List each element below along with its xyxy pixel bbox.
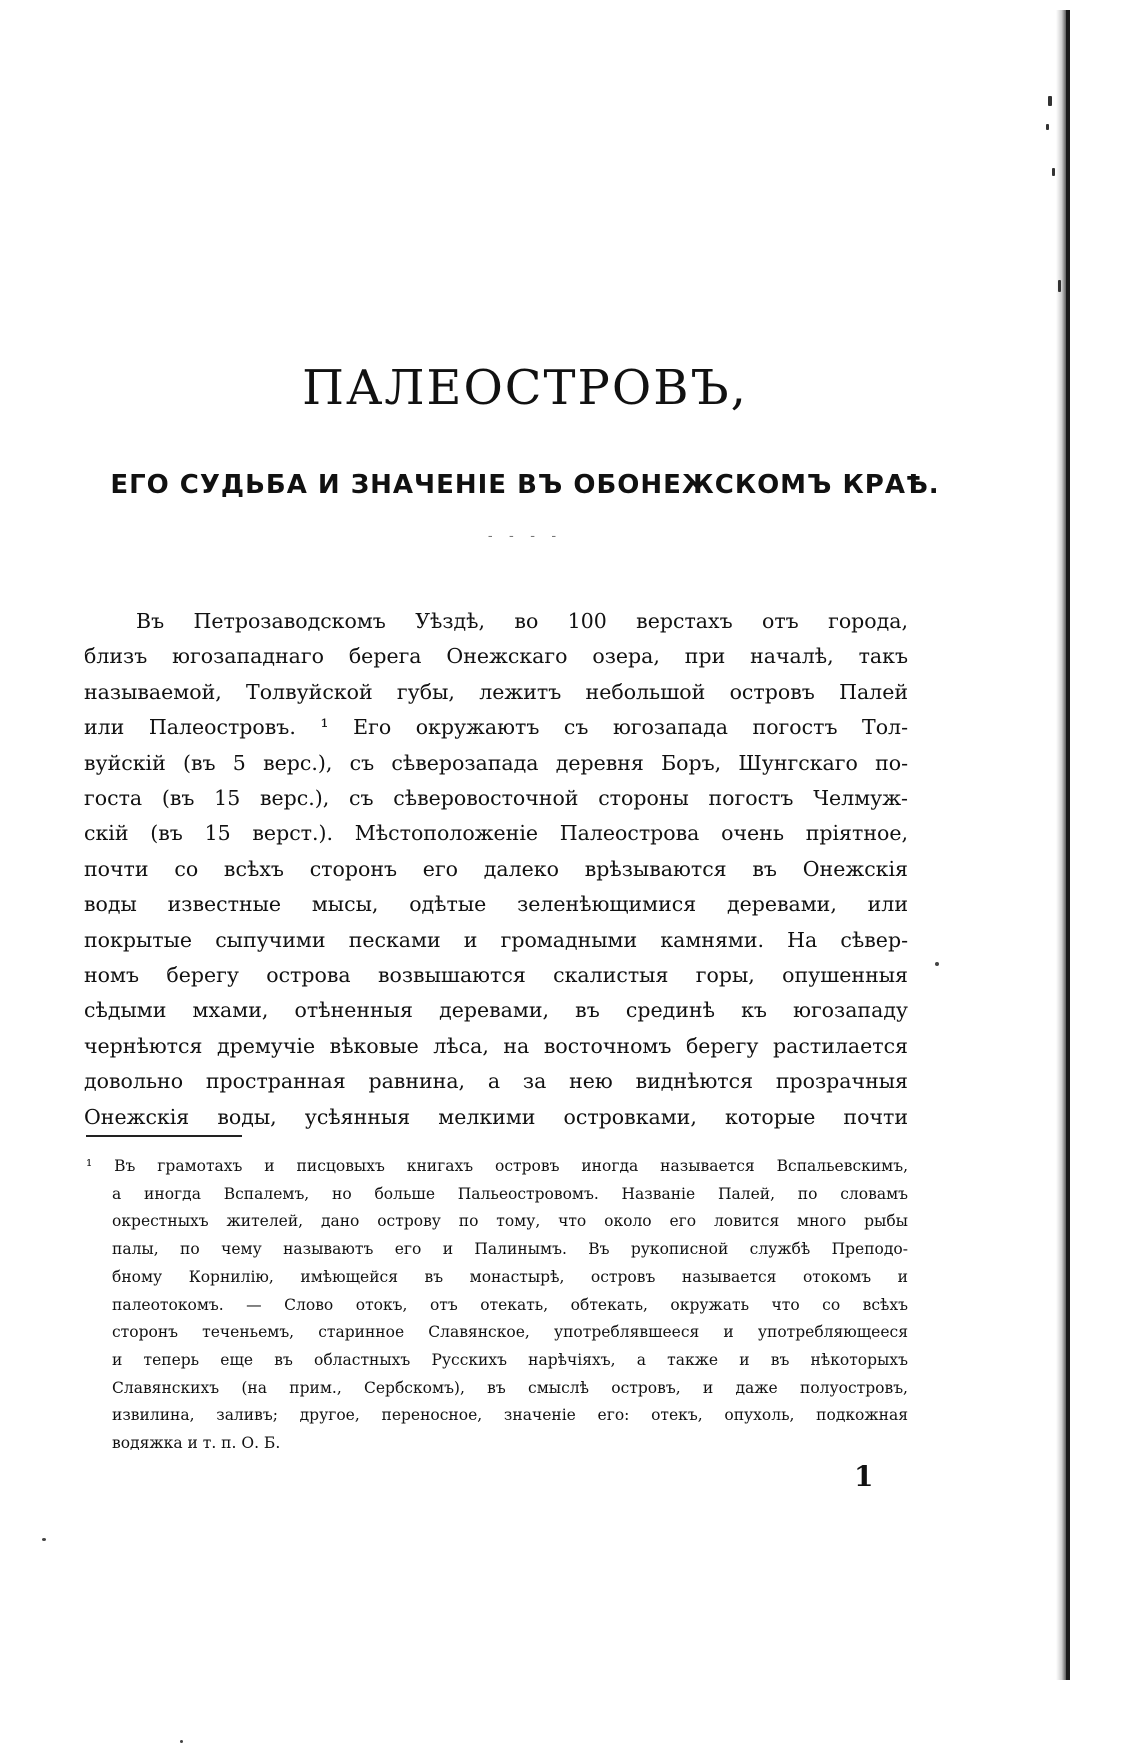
footnote-line: окрестныхъ жителей, дано острову по тому, что около его ловится много рыбы (112, 1212, 908, 1231)
paragraph-line: чернѣются дремучіе вѣковые лѣса, на восточномъ берегу растилается (84, 1033, 908, 1058)
paragraph-line: близъ югозападнаго берега Онежскаго озера, при началѣ, такъ (84, 644, 908, 669)
title-separator: - - - - (487, 528, 563, 544)
footnote-line: ¹ Въ грамотахъ и писцовыхъ книгахъ островъ иногда называется Вспальевскимъ, (86, 1157, 908, 1175)
footnote-line: бному Корнилію, имѣющейся въ монастырѣ, островъ называется отокомъ и (112, 1267, 908, 1286)
page-edge-line (1066, 10, 1070, 1680)
footnote-line: палеотокомъ. — Слово отокъ, отъ отекать, обтекать, окружать что со всѣхъ (112, 1295, 908, 1314)
footnote-line: водяжка и т. п. О. Б. (112, 1434, 281, 1453)
paragraph-line: вуйскій (въ 5 верс.), съ сѣверозапада деревня Боръ, Шунгскаго по- (84, 750, 908, 775)
paragraph-line: воды известные мысы, одѣтые зеленѣющимися деревами, или (84, 892, 908, 917)
footnote-divider (86, 1135, 242, 1137)
paragraph-line: скій (въ 15 верст.). Мѣстоположеніе Палеострова очень пріятное, (84, 821, 908, 846)
footnote-line: палы, по чему называютъ его и Палинымъ. Въ рукописной службѣ Преподо- (112, 1240, 908, 1259)
page-subtitle: ЕГО СУДЬБА И ЗНАЧЕНІЕ ВЪ ОБОНЕЖСКОМЪ КРАѢ. (110, 470, 940, 500)
paragraph-line: госта (въ 15 верс.), съ сѣверовосточной стороны погостъ Челмуж- (84, 786, 908, 811)
footnote-line: и теперь еще въ областныхъ Русскихъ нарѣчіяхъ, а также и въ нѣкоторыхъ (112, 1350, 908, 1369)
edge-speck (1046, 124, 1049, 130)
edge-speck (1052, 168, 1055, 176)
edge-speck (1048, 96, 1052, 106)
page-title: ПАЛЕОСТРОВЪ, (302, 360, 748, 416)
page-number: 1 (854, 1460, 874, 1493)
footnote-line: сторонъ теченьемъ, старинное Славянское, употреблявшееся и употребляющееся (112, 1323, 908, 1342)
paragraph-line: Въ Петрозаводскомъ Уѣздѣ, во 100 верстахъ отъ города, (136, 609, 908, 633)
footnote-line: извилина, заливъ; другое, переносное, значеніе его: отекъ, опухоль, подкожная (112, 1406, 908, 1425)
footnote-line: а иногда Вспалемъ, но больше Пальеостровомъ. Названіе Палей, по словамъ (112, 1184, 908, 1203)
main-paragraph (84, 604, 908, 1135)
edge-speck (1058, 280, 1061, 292)
print-speck (935, 962, 939, 966)
paragraph-line: покрытые сыпучими песками и громадными камнями. На сѣвер- (84, 927, 908, 952)
paragraph-line: или Палеостровъ. ¹ Его окружаютъ съ югозапада погостъ Тол- (84, 715, 908, 740)
paragraph-line: довольно пространная равнина, а за нею виднѣются прозрачныя (84, 1069, 908, 1094)
footnote (86, 1153, 908, 1458)
print-speck (42, 1538, 46, 1541)
paragraph-line: называемой, Толвуйской губы, лежитъ небольшой островъ Палей (84, 679, 908, 704)
paragraph-line: Онежскія воды, усѣянныя мелкими островками, которые почти (84, 1104, 908, 1129)
footnote-line: Славянскихъ (на прим., Сербскомъ), въ смыслѣ островъ, и даже полуостровъ, (112, 1378, 908, 1397)
paragraph-line: номъ берегу острова возвышаются скалистыя горы, опушенныя (84, 963, 908, 988)
paragraph-line: сѣдыми мхами, отѣненныя деревами, въ срединѣ къ югозападу (84, 998, 908, 1023)
paragraph-line: почти со всѣхъ сторонъ его далеко врѣзываются въ Онежскія (84, 856, 908, 881)
